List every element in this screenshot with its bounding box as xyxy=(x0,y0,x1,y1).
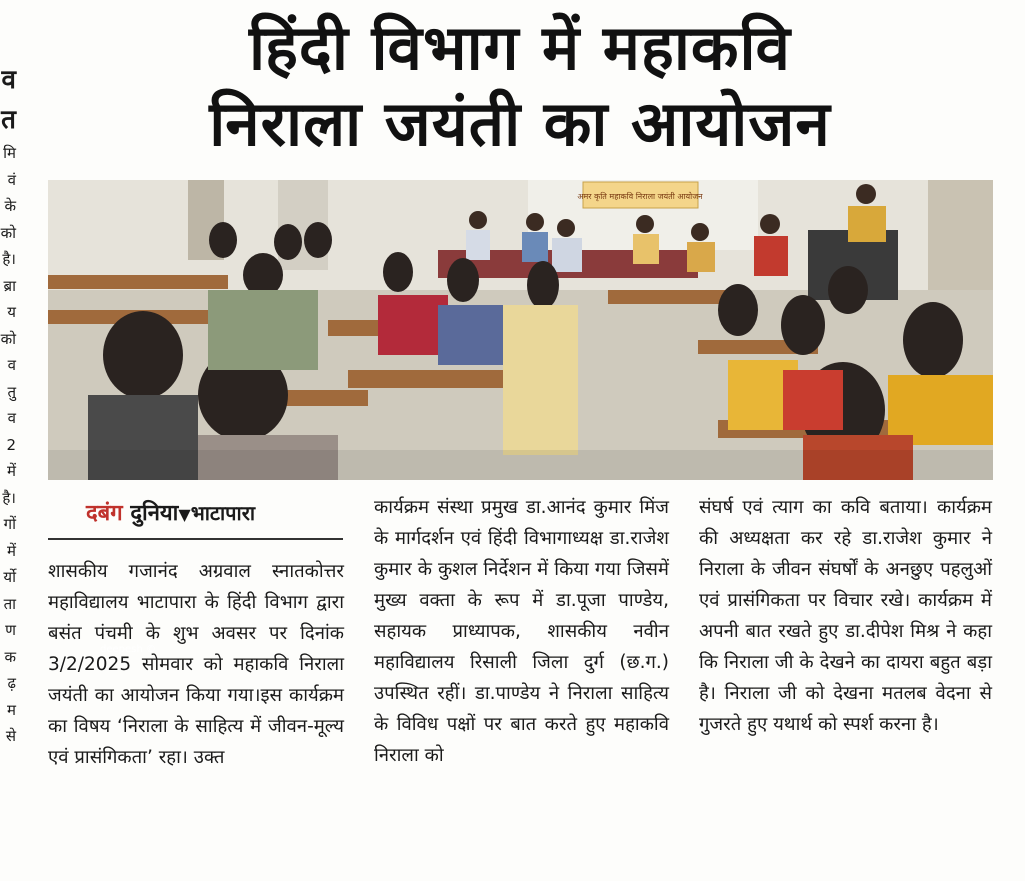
adjacent-column-fragment xyxy=(0,60,18,840)
fragment-text: से xyxy=(5,727,16,745)
headline-line-2: निराला जयंती का आयोजन xyxy=(209,87,831,160)
fragment-text: में xyxy=(7,462,16,480)
fragment-text: र्यो xyxy=(3,568,16,586)
fragment-text: तु xyxy=(7,382,16,401)
fragment-text: व xyxy=(7,409,16,427)
fragment-text: त xyxy=(1,105,16,135)
article-column-3-text: संघर्ष एवं त्याग का कवि बताया। कार्यक्रम की अध्यक्षता कर रहे डा.राजेश कुमार ने निराला के जीवन संघर्षों के अनछुए पहलुओं एवं प्रासंगिकता पर विचार रखे। कार्यक्रम में अपनी बात रखते हुए डा.दीपेश मिश्र ने कहा कि निराला जी के देखने का दायरा बहुत बड़ा है। निराला जी को देखना मतलब वेदना से गुजरते हुए यथार्थ को स्पर्श करना है। xyxy=(699,497,992,735)
article-column-3 xyxy=(699,492,992,740)
fragment-text: व xyxy=(1,65,16,95)
masthead-dabang: दबंग xyxy=(86,501,123,526)
masthead-bhatapara: भाटापारा xyxy=(190,501,256,525)
masthead-duniya: दुनिया xyxy=(130,501,179,526)
fragment-text: में xyxy=(7,541,16,560)
fragment-text: व xyxy=(7,356,16,374)
fragment-text: वं xyxy=(7,170,16,189)
headline-line-1: हिंदी विभाग में महाकवि xyxy=(248,11,792,84)
fragment-text: है। xyxy=(2,250,16,268)
fragment-text: ढ़ xyxy=(7,674,16,692)
fragment-text: क xyxy=(4,647,16,666)
fragment-text: को xyxy=(0,329,16,348)
newspaper-masthead xyxy=(86,497,255,527)
fragment-text: गों xyxy=(3,515,16,533)
fragment-text: 2 xyxy=(6,435,16,454)
article-column-1-text: शासकीय गजानंद अग्रवाल स्नातकोत्तर महाविद्यालय भाटापारा के हिंदी विभाग द्वारा बसंत पंचमी के शुभ अवसर पर दिनांक 3/2/2025 सोमवार को महाकवि निराला जयंती का आयोजन किया गया।इस कार्यक्रम का विषय ‘निराला के साहित्य में जीवन-मूल्य एवं प्रासंगिकता’ रहा। उक्त xyxy=(48,561,344,768)
article-column-1 xyxy=(48,556,344,773)
fragment-text: के xyxy=(4,197,16,215)
fragment-text: को xyxy=(0,223,16,242)
fragment-text: ण xyxy=(5,621,16,639)
fragment-text: य xyxy=(7,303,16,321)
fragment-text: ता xyxy=(3,594,16,613)
photo-credit: deepesh © xyxy=(100,644,156,655)
classroom-scene-image xyxy=(48,180,993,480)
article-column-2-text: कार्यक्रम संस्था प्रमुख डा.आनंद कुमार मिंज के मार्गदर्शन एवं हिंदी विभागाध्यक्ष डा.राजेश कुमार के कुशल निर्देशन में किया गया जिसमें मुख्य वक्ता के रूप में डा.पूजा पाण्डेय, सहायक प्राध्यापक, शासकीय नवीन महाविद्यालय रिसाली जिला दुर्ग (छ.ग.) उपस्थित रहीं। डा.पाण्डेय ने निराला साहित्य के विविध पक्षों पर बात करते हुए महाकवि निराला को xyxy=(374,497,669,766)
banner-text: अमर कृति महाकवि निराला जयंती आयोजन xyxy=(577,192,703,201)
masthead-divider xyxy=(48,538,343,540)
headline xyxy=(40,10,1000,162)
fragment-text: म xyxy=(7,700,16,719)
fragment-text: ब्रा xyxy=(3,276,16,295)
fragment-text: है। xyxy=(2,488,16,507)
article-column-2 xyxy=(374,492,669,771)
fragment-text: मि xyxy=(3,144,16,162)
location-pin-icon: ▼ xyxy=(178,505,191,524)
